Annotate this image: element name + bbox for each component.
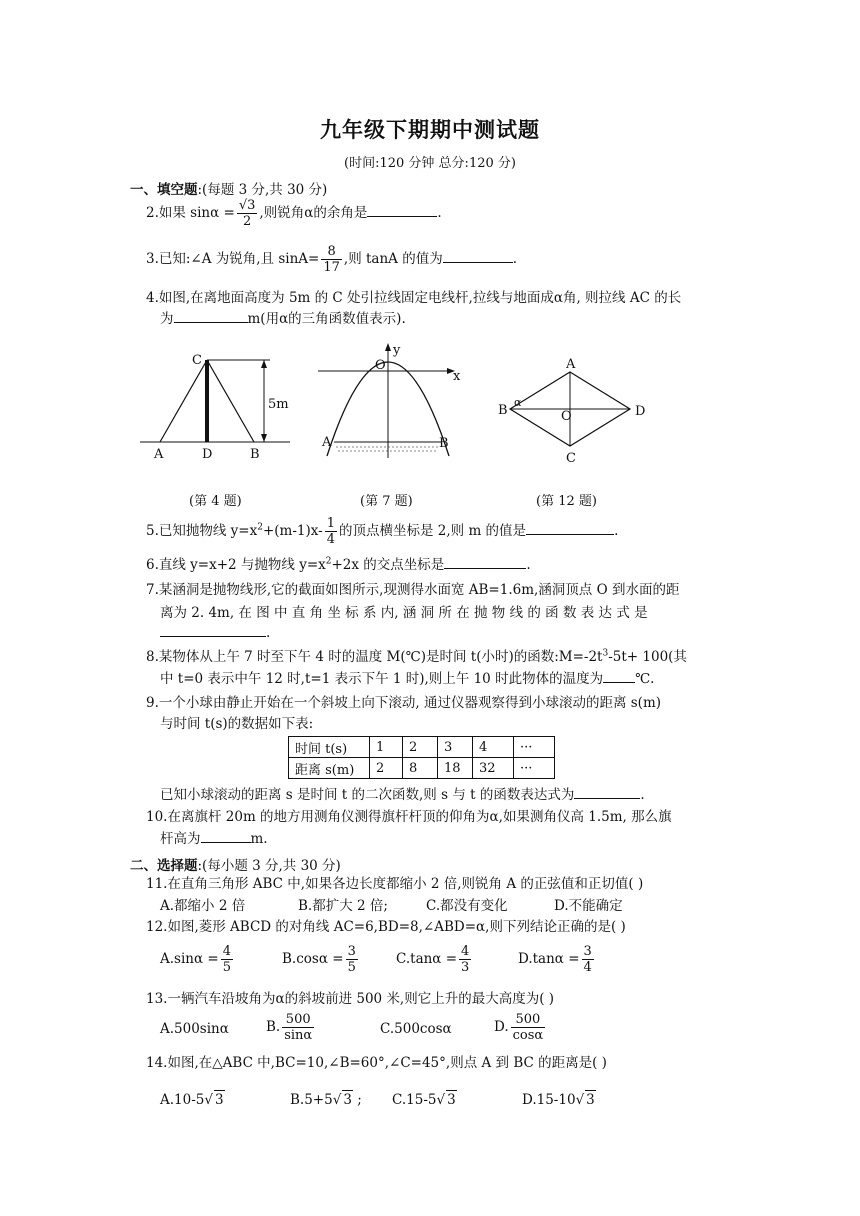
q13b-den: sinα [284, 1028, 313, 1043]
q14c-text: C.15-5 [392, 1092, 437, 1108]
q11-option-c[interactable]: C.都没有变化 [426, 898, 508, 914]
question-9-line-2: 与时间 t(s)的数据如下表: [160, 716, 314, 732]
question-7-line-3 [160, 624, 270, 643]
table-cell: 4 [473, 737, 514, 758]
q12a-den: 5 [222, 960, 231, 975]
q12-option-b[interactable] [282, 944, 360, 975]
q13d-den: cosα [512, 1028, 544, 1043]
figure-7-caption: (第 7 题) [360, 494, 413, 509]
q14b-radicand: 3 [343, 1092, 352, 1108]
q2-fraction [237, 198, 258, 229]
q14-option-b[interactable]: B.5+5√ 3 ; [290, 1092, 362, 1108]
table-cell: 3 [438, 737, 473, 758]
question-8-line-1 [146, 648, 687, 667]
table-cell: 距离 s(m) [289, 758, 370, 779]
q14a-radicand: 3 [214, 1092, 224, 1108]
fig7-label-x: x [453, 369, 461, 384]
page-title: 九年级下期期中测试题 [320, 117, 540, 142]
q13b-num: 500 [282, 1012, 314, 1028]
table-cell: ··· [514, 758, 555, 779]
table-cell: 2 [403, 737, 438, 758]
table-cell: 18 [438, 758, 473, 779]
q2-text-a: 2.如果 sinα = [146, 205, 235, 221]
q12c-fraction [459, 944, 471, 975]
question-8-line-2 [160, 670, 654, 689]
q6-text-a: 6.直线 y=x+2 与抛物线 y=x [146, 557, 326, 573]
fig12-label-d: D [635, 404, 646, 419]
q4-text-a: 为 [160, 311, 174, 327]
figures-row [130, 338, 660, 468]
question-7-line-2: 离为 2. 4m, 在 图 中 直 角 坐 标 系 内, 涵 洞 所 在 抛 物 线 的 函 数 表 达 式 是 [160, 605, 648, 621]
figure-4-diagram [140, 353, 290, 462]
q8-sup: 3 [602, 648, 609, 659]
q8-text-d: ℃. [635, 671, 655, 687]
q12-option-a[interactable] [160, 944, 235, 975]
q5-den: 4 [326, 532, 335, 547]
exam-info: (时间:120 分钟 总分:120 分) [344, 156, 516, 171]
figure-12-diagram [498, 357, 645, 466]
question-3 [146, 244, 517, 275]
q12d-fraction [582, 944, 594, 975]
section-1-title: 一、填空题 [130, 182, 198, 198]
section-1-note: :(每题 3 分,共 30 分) [197, 182, 328, 198]
table-cell: 时间 t(s) [289, 737, 370, 758]
q9-answer-blank[interactable] [574, 786, 640, 799]
question-2 [146, 198, 442, 229]
table-cell: 8 [403, 758, 438, 779]
fig4-arrow-down [261, 434, 267, 442]
q6-answer-blank[interactable] [444, 556, 526, 569]
q8-answer-blank[interactable] [603, 670, 635, 683]
fig4-label-a: A [154, 447, 164, 462]
q10-answer-blank[interactable] [201, 830, 251, 843]
question-4-line-2 [160, 310, 406, 329]
q14b-text: B.5+5 [290, 1092, 333, 1108]
q12d-num: 3 [583, 944, 592, 959]
q14d-radicand: 3 [586, 1092, 595, 1108]
q3-text-c: . [512, 251, 518, 267]
table-row [289, 737, 555, 758]
q3-fraction [321, 244, 342, 275]
fig12-label-b: B [498, 403, 508, 418]
fig4-wire-left [160, 360, 207, 442]
q12b-text: B.cosα = [282, 951, 344, 967]
q12-option-c[interactable] [396, 944, 473, 975]
table-cell: 2 [370, 758, 403, 779]
question-9-line-3 [160, 786, 645, 805]
q2-num: √3 [238, 198, 256, 213]
fig4-label-b: B [250, 447, 260, 462]
q2-text-c: . [437, 205, 442, 221]
q4-text-b: m(用α的三角函数值表示). [247, 311, 406, 327]
question-10-line-2 [160, 830, 268, 849]
q8-text-b: -5t+ 100(其 [608, 649, 687, 665]
q10-text-b: m. [250, 831, 268, 847]
q3-num: 8 [321, 244, 342, 260]
q13-option-d[interactable] [494, 1012, 547, 1043]
q5-text-c: 的顶点横坐标是 2,则 m 的值是 [339, 523, 527, 539]
fig7-y-arrow [385, 343, 391, 351]
q7-answer-blank[interactable] [160, 624, 266, 637]
section-2-note: :(每小题 3 分,共 30 分) [197, 858, 341, 874]
q14d-text: D.15-10 [522, 1092, 576, 1108]
q2-answer-blank[interactable] [367, 204, 437, 217]
q13d-fraction [511, 1012, 546, 1043]
q6-text-b: +2x 的交点坐标是 [331, 557, 445, 573]
question-13-stem: 13.一辆汽车沿坡角为α的斜坡前进 500 米,则它上升的最大高度为( ) [146, 991, 555, 1007]
q12a-fraction [221, 944, 233, 975]
fig7-label-o: O [375, 358, 386, 373]
q2-text-b: ,则锐角α的余角是 [259, 205, 368, 221]
q13-option-a[interactable]: A.500sinα [160, 1021, 229, 1037]
q5-sup: 2 [257, 522, 263, 533]
q12d-text: D.tanα = [518, 951, 580, 967]
table-cell: 1 [370, 737, 403, 758]
q14-option-c[interactable]: C.15-5√ 3 [392, 1092, 456, 1108]
q10-text-a: 杆高为 [160, 831, 201, 847]
figure-4-caption: (第 4 题) [189, 494, 242, 509]
q3-answer-blank[interactable] [443, 250, 513, 263]
q4-answer-blank[interactable] [174, 310, 248, 323]
q5-fraction [325, 516, 337, 547]
question-6 [146, 556, 531, 575]
q5-text-a: 5.已知抛物线 y=x [146, 523, 258, 539]
q12b-num: 3 [347, 944, 356, 959]
q3-text-b: ,则 tanA 的值为 [343, 251, 443, 267]
q12a-text: A.sinα = [160, 951, 219, 967]
table-row [289, 758, 555, 779]
q14-option-a[interactable]: A.10-5√ 3 [160, 1092, 224, 1108]
fig7-label-a: A [322, 435, 332, 450]
q14-option-d[interactable]: D.15-10√ 3 [522, 1092, 595, 1108]
q9-text-b: . [640, 787, 645, 803]
table-cell: 32 [473, 758, 514, 779]
fig4-label-height: 5m [268, 397, 289, 412]
q12a-num: 4 [222, 944, 231, 959]
q8-text-c: 中 t=0 表示中午 12 时,t=1 表示下午 1 时),则上午 10 时此物体的温度为 [160, 671, 604, 687]
question-5 [146, 516, 618, 547]
q13b-fraction [282, 1012, 314, 1043]
fig12-label-a: A [566, 357, 576, 372]
section-2-title: 二、选择题 [130, 858, 198, 874]
question-12-stem: 12.如图,菱形 ABCD 的对角线 AC=6,BD=8,∠ABD=α,则下列结论正确的是( ) [146, 919, 626, 935]
fig12-label-alpha: α [514, 396, 522, 409]
q11-option-a[interactable]: A.都缩小 2 倍 [160, 898, 246, 914]
fig12-label-o: O [561, 409, 572, 424]
question-4-line-1: 4.如图,在离地面高度为 5m 的 C 处引拉线固定电线杆,拉线与地面成α角, 则拉线 AC 的长 [146, 290, 682, 306]
fig4-label-d: D [202, 447, 213, 462]
q12b-den: 5 [347, 960, 356, 975]
figure-12-caption: (第 12 题) [536, 494, 597, 509]
q12c-text: C.tanα = [396, 951, 458, 967]
q14c-radicand: 3 [447, 1092, 456, 1108]
q13d-num: 500 [511, 1012, 546, 1028]
q14a-text: A.10-5 [160, 1092, 205, 1108]
fig4-wire-right [207, 360, 254, 442]
q13-option-c[interactable]: C.500cosα [380, 1021, 452, 1037]
fig7-label-y: y [393, 343, 401, 358]
q6-text-c: . [526, 557, 531, 573]
q12-option-d[interactable] [518, 944, 596, 975]
q12c-num: 4 [461, 944, 470, 959]
q8-text-a: 8.某物体从上午 7 时至下午 4 时的温度 M(℃)是时间 t(小时)的函数:M=-2t [146, 649, 603, 665]
q3-den: 17 [323, 260, 340, 275]
q5-answer-blank[interactable] [526, 522, 614, 535]
q2-den: 2 [242, 214, 252, 229]
figure-7-diagram [318, 343, 461, 458]
q5-text-b: +(m-1)x- [262, 523, 323, 539]
question-7-line-1: 7.某涵洞是抛物线形,它的截面如图所示,现测得水面宽 AB=1.6m,涵洞顶点 O 到水面的距 [146, 582, 680, 598]
q11-option-d[interactable]: D.不能确定 [554, 898, 623, 914]
q12c-den: 3 [461, 960, 470, 975]
q13b-text: B. [266, 1019, 281, 1035]
q5-text-d: . [614, 523, 619, 539]
question-14-stem: 14.如图,在△ABC 中,BC=10,∠B=60°,∠C=45°,则点 A 到 BC 的距离是( ) [146, 1055, 607, 1071]
section-1-heading [130, 178, 327, 198]
q6-sup: 2 [325, 556, 332, 567]
q3-text-a: 3.已知:∠A 为锐角,且 sinA= [146, 251, 320, 267]
q12b-fraction [346, 944, 358, 975]
fig12-label-c: C [566, 451, 576, 466]
question-11-stem: 11.在直角三角形 ABC 中,如果各边长度都缩小 2 倍,则锐角 A 的正弦值和正切值( ) [146, 876, 644, 892]
data-table [288, 736, 555, 779]
q9-text-a: 已知小球滚动的距离 s 是时间 t 的二次函数,则 s 与 t 的函数表达式为 [160, 787, 575, 803]
section-2-heading [130, 854, 341, 874]
fig4-arrow-up [261, 360, 267, 368]
q12d-den: 4 [583, 960, 592, 975]
q13d-text: D. [494, 1019, 509, 1035]
table-cell: ··· [514, 737, 555, 758]
fig7-label-b: B [439, 436, 449, 451]
q13-option-b[interactable] [266, 1012, 316, 1043]
q5-num: 1 [326, 516, 335, 531]
q7-text-end: . [266, 625, 271, 641]
q14b-post: ; [352, 1092, 362, 1108]
question-10-line-1: 10.在离旗杆 20m 的地方用测角仪测得旗杆杆顶的仰角为α,如果测角仪高 1.5m, 那么旗 [146, 809, 672, 825]
fig4-label-c: C [192, 353, 202, 368]
q11-option-b[interactable]: B.都扩大 2 倍; [298, 898, 388, 914]
question-9-line-1: 9.一个小球由静止开始在一个斜坡上向下滚动, 通过仪器观察得到小球滚动的距离 s(m) [146, 695, 662, 711]
